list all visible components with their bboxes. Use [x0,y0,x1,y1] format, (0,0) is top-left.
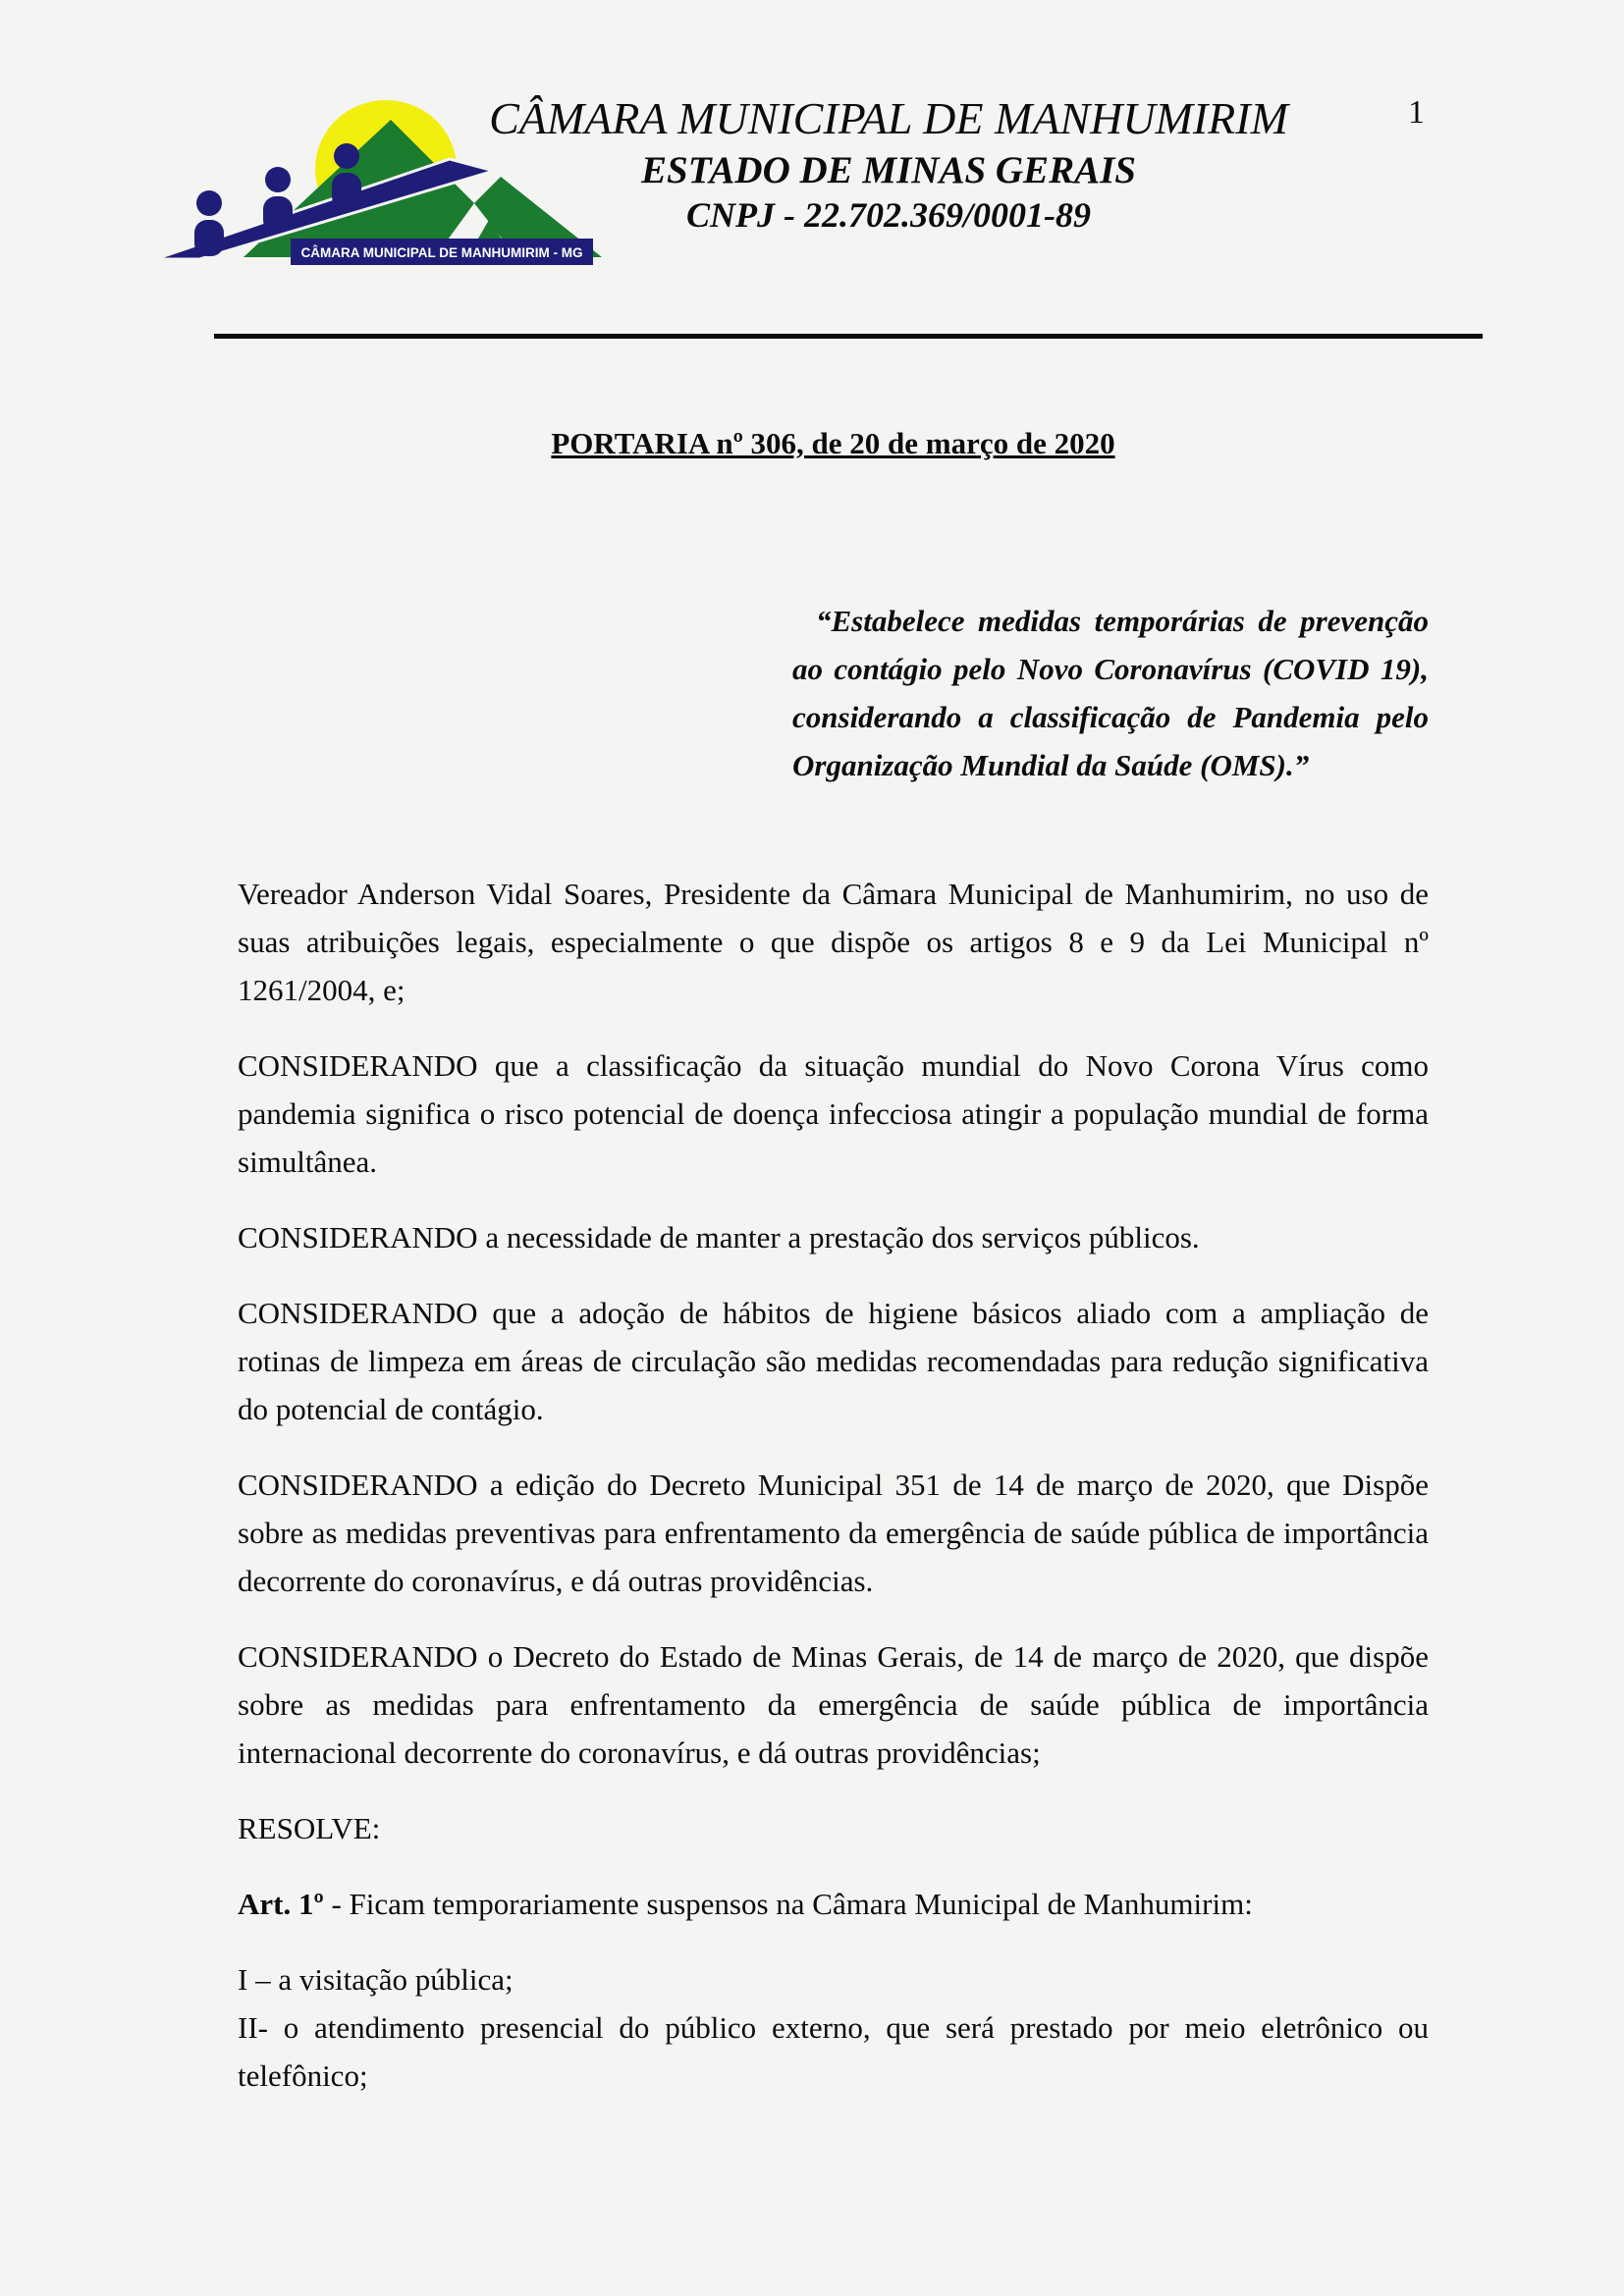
preamble-paragraph: Vereador Anderson Vidal Soares, Presidente da Câmara Municipal de Manhumirim, no uso de suas atribuições legais, especialmente o que dispõe os artigos 8 e 9 da Lei Municipal nº 1261/2004, e; [238,877,1429,1007]
page-number: 1 [1408,94,1425,131]
document-epigraph: “Estabelece medidas temporárias de prevenção ao contágio pelo Novo Coronavírus (COVID 19), considerando a classificação de Pandemia pelo Organização Mundial da Saúde (OMS).” [792,604,1429,782]
document-content [238,422,1429,2100]
article-1-text: - Ficam temporariamente suspensos na Câmara Municipal de Manhumirim: [323,1887,1253,1921]
item-II: II- o atendimento presencial do público externo, que será prestado por meio eletrônico ou telefônico; [238,2010,1429,2093]
article-1-items [238,1955,1429,2100]
document-title: PORTARIA nº 306, de 20 de março de 2020 [551,426,1115,460]
logo-banner [291,239,593,265]
org-state: ESTADO DE MINAS GERAIS [641,149,1136,191]
item-I: I – a visitação pública; [238,1962,514,1997]
letterhead [363,93,1414,235]
logo-banner-text: CÂMARA MUNICIPAL DE MANHUMIRIM - MG [300,245,583,260]
considerando-paragraph-4: CONSIDERANDO a edição do Decreto Municipal 351 de 14 de março de 2020, que Dispõe sobre as medidas preventivas para enfrentamento da emergência de saúde pública de importância decorrente do coronavírus, e dá outras providências. [238,1468,1429,1598]
considerando-paragraph-5: CONSIDERANDO o Decreto do Estado de Minas Gerais, de 14 de março de 2020, que dispõe sobre as medidas para enfrentamento da emergência de saúde pública de importância internacional decorrente do coronavírus, e dá outras providências; [238,1639,1429,1770]
considerando-paragraph-1: CONSIDERANDO que a classificação da situação mundial do Novo Corona Vírus como pandemia significa o risco potencial de doença infecciosa atingir a população mundial de forma simultânea. [238,1048,1429,1179]
article-1-label: Art. 1º [238,1887,324,1921]
org-name: CÂMARA MUNICIPAL DE MANHUMIRIM [489,93,1288,143]
org-cnpj: CNPJ - 22.702.369/0001-89 [686,195,1091,235]
considerando-paragraph-3: CONSIDERANDO que a adoção de hábitos de higiene básicos aliado com a ampliação de rotinas de limpeza em áreas de circulação são medidas recomendadas para redução significativa do potencial de contágio. [238,1296,1429,1426]
article-1 [238,1880,1429,1928]
resolve-label: RESOLVE: [238,1811,381,1845]
considerando-paragraph-2: CONSIDERANDO a necessidade de manter a prestação dos serviços públicos. [238,1220,1200,1255]
header-divider [214,334,1483,339]
